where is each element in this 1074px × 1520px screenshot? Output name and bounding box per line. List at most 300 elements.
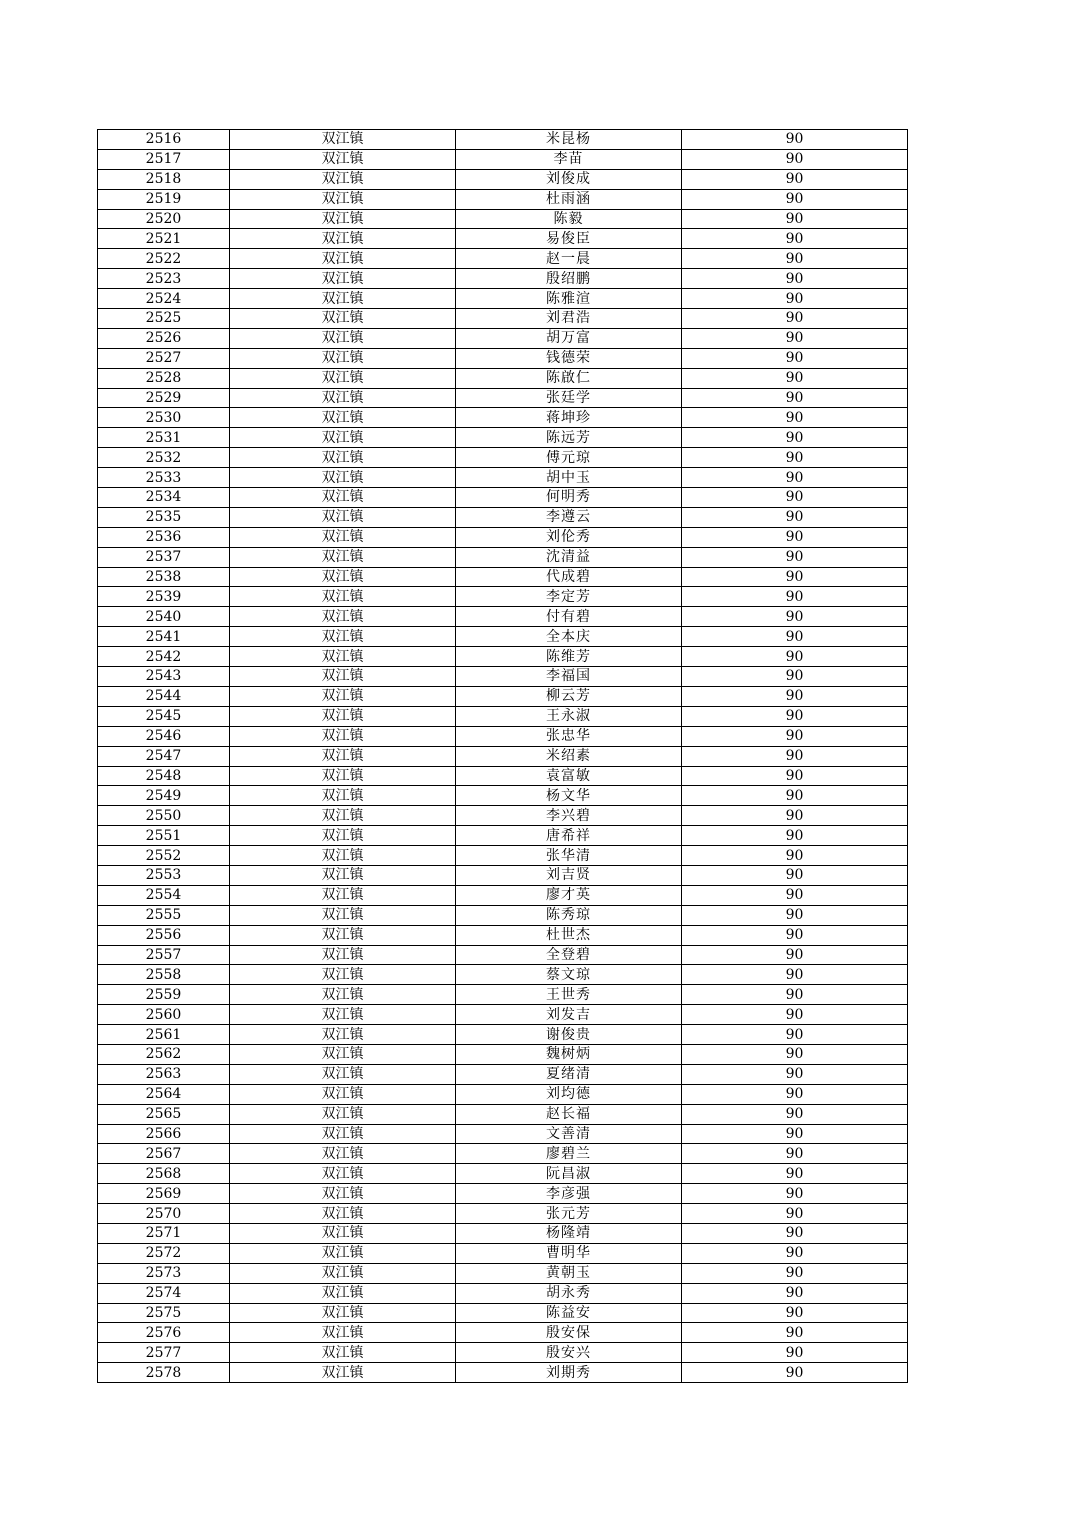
town-cell: 双江镇 (230, 706, 456, 726)
row-number-cell: 2556 (98, 925, 230, 945)
name-cell: 廖碧兰 (456, 1144, 682, 1164)
town-cell: 双江镇 (230, 1044, 456, 1064)
table-row (98, 1044, 908, 1064)
row-number-cell: 2552 (98, 846, 230, 866)
table-row (98, 130, 908, 150)
name-cell: 王永淑 (456, 706, 682, 726)
table-row (98, 945, 908, 965)
score-cell: 90 (682, 945, 908, 965)
name-cell: 殷安保 (456, 1323, 682, 1343)
table-row (98, 647, 908, 667)
name-cell: 刘君浩 (456, 309, 682, 329)
score-cell: 90 (682, 925, 908, 945)
score-cell: 90 (682, 865, 908, 885)
row-number-cell: 2567 (98, 1144, 230, 1164)
score-cell: 90 (682, 229, 908, 249)
town-cell: 双江镇 (230, 686, 456, 706)
town-cell: 双江镇 (230, 1104, 456, 1124)
name-cell: 赵长福 (456, 1104, 682, 1124)
row-number-cell: 2565 (98, 1104, 230, 1124)
table-row (98, 846, 908, 866)
row-number-cell: 2561 (98, 1025, 230, 1045)
score-cell: 90 (682, 567, 908, 587)
town-cell: 双江镇 (230, 985, 456, 1005)
row-number-cell: 2548 (98, 766, 230, 786)
score-cell: 90 (682, 587, 908, 607)
name-cell: 李定芳 (456, 587, 682, 607)
town-cell: 双江镇 (230, 468, 456, 488)
town-cell: 双江镇 (230, 289, 456, 309)
name-cell: 廖才英 (456, 885, 682, 905)
row-number-cell: 2530 (98, 408, 230, 428)
name-cell: 陈秀琼 (456, 905, 682, 925)
town-cell: 双江镇 (230, 667, 456, 687)
name-cell: 李遵云 (456, 507, 682, 527)
town-cell: 双江镇 (230, 507, 456, 527)
row-number-cell: 2542 (98, 647, 230, 667)
town-cell: 双江镇 (230, 905, 456, 925)
row-number-cell: 2523 (98, 269, 230, 289)
score-cell: 90 (682, 806, 908, 826)
row-number-cell: 2555 (98, 905, 230, 925)
table-row (98, 826, 908, 846)
town-cell: 双江镇 (230, 428, 456, 448)
table-row (98, 1223, 908, 1243)
town-cell: 双江镇 (230, 587, 456, 607)
row-number-cell: 2559 (98, 985, 230, 1005)
table-row (98, 448, 908, 468)
score-cell: 90 (682, 905, 908, 925)
score-cell: 90 (682, 1124, 908, 1144)
name-cell: 文善清 (456, 1124, 682, 1144)
score-cell: 90 (682, 846, 908, 866)
town-cell: 双江镇 (230, 885, 456, 905)
row-number-cell: 2524 (98, 289, 230, 309)
row-number-cell: 2564 (98, 1084, 230, 1104)
row-number-cell: 2535 (98, 507, 230, 527)
town-cell: 双江镇 (230, 806, 456, 826)
score-cell: 90 (682, 169, 908, 189)
name-cell: 钱德荣 (456, 348, 682, 368)
table-row (98, 1283, 908, 1303)
town-cell: 双江镇 (230, 1025, 456, 1045)
row-number-cell: 2569 (98, 1184, 230, 1204)
row-number-cell: 2529 (98, 388, 230, 408)
row-number-cell: 2533 (98, 468, 230, 488)
town-cell: 双江镇 (230, 1343, 456, 1363)
town-cell: 双江镇 (230, 130, 456, 150)
name-cell: 胡永秀 (456, 1283, 682, 1303)
score-cell: 90 (682, 1144, 908, 1164)
name-cell: 阮昌淑 (456, 1164, 682, 1184)
roster-table-body (98, 130, 908, 1383)
score-cell: 90 (682, 826, 908, 846)
table-row (98, 1064, 908, 1084)
town-cell: 双江镇 (230, 189, 456, 209)
name-cell: 陈益安 (456, 1303, 682, 1323)
name-cell: 刘俊成 (456, 169, 682, 189)
table-row (98, 905, 908, 925)
name-cell: 米绍素 (456, 746, 682, 766)
table-row (98, 1164, 908, 1184)
town-cell: 双江镇 (230, 647, 456, 667)
name-cell: 刘均德 (456, 1084, 682, 1104)
town-cell: 双江镇 (230, 1124, 456, 1144)
town-cell: 双江镇 (230, 865, 456, 885)
town-cell: 双江镇 (230, 726, 456, 746)
town-cell: 双江镇 (230, 488, 456, 508)
town-cell: 双江镇 (230, 826, 456, 846)
row-number-cell: 2543 (98, 667, 230, 687)
table-row (98, 706, 908, 726)
name-cell: 陈维芳 (456, 647, 682, 667)
name-cell: 刘伦秀 (456, 527, 682, 547)
table-row (98, 189, 908, 209)
row-number-cell: 2526 (98, 328, 230, 348)
row-number-cell: 2517 (98, 149, 230, 169)
name-cell: 胡中玉 (456, 468, 682, 488)
table-row (98, 587, 908, 607)
row-number-cell: 2541 (98, 627, 230, 647)
name-cell: 李兴碧 (456, 806, 682, 826)
row-number-cell: 2531 (98, 428, 230, 448)
score-cell: 90 (682, 1343, 908, 1363)
town-cell: 双江镇 (230, 746, 456, 766)
name-cell: 张元芳 (456, 1204, 682, 1224)
row-number-cell: 2550 (98, 806, 230, 826)
score-cell: 90 (682, 1303, 908, 1323)
town-cell: 双江镇 (230, 1263, 456, 1283)
table-row (98, 1204, 908, 1224)
town-cell: 双江镇 (230, 328, 456, 348)
name-cell: 张廷学 (456, 388, 682, 408)
name-cell: 李福国 (456, 667, 682, 687)
name-cell: 杨隆靖 (456, 1223, 682, 1243)
row-number-cell: 2576 (98, 1323, 230, 1343)
town-cell: 双江镇 (230, 309, 456, 329)
table-row (98, 1124, 908, 1144)
name-cell: 曹明华 (456, 1243, 682, 1263)
table-row (98, 269, 908, 289)
name-cell: 刘吉贤 (456, 865, 682, 885)
table-row (98, 627, 908, 647)
score-cell: 90 (682, 209, 908, 229)
roster-table (97, 129, 908, 1383)
name-cell: 袁富敏 (456, 766, 682, 786)
town-cell: 双江镇 (230, 945, 456, 965)
score-cell: 90 (682, 726, 908, 746)
row-number-cell: 2540 (98, 607, 230, 627)
town-cell: 双江镇 (230, 1204, 456, 1224)
row-number-cell: 2546 (98, 726, 230, 746)
row-number-cell: 2539 (98, 587, 230, 607)
row-number-cell: 2525 (98, 309, 230, 329)
table-row (98, 746, 908, 766)
score-cell: 90 (682, 1204, 908, 1224)
row-number-cell: 2519 (98, 189, 230, 209)
row-number-cell: 2563 (98, 1064, 230, 1084)
score-cell: 90 (682, 189, 908, 209)
table-row (98, 925, 908, 945)
name-cell: 蒋坤珍 (456, 408, 682, 428)
score-cell: 90 (682, 249, 908, 269)
row-number-cell: 2574 (98, 1283, 230, 1303)
table-row (98, 368, 908, 388)
name-cell: 何明秀 (456, 488, 682, 508)
score-cell: 90 (682, 1184, 908, 1204)
table-row (98, 766, 908, 786)
table-row (98, 547, 908, 567)
name-cell: 沈清益 (456, 547, 682, 567)
score-cell: 90 (682, 1005, 908, 1025)
row-number-cell: 2516 (98, 130, 230, 150)
score-cell: 90 (682, 507, 908, 527)
row-number-cell: 2570 (98, 1204, 230, 1224)
town-cell: 双江镇 (230, 368, 456, 388)
name-cell: 陈远芳 (456, 428, 682, 448)
town-cell: 双江镇 (230, 1144, 456, 1164)
town-cell: 双江镇 (230, 1084, 456, 1104)
score-cell: 90 (682, 686, 908, 706)
score-cell: 90 (682, 786, 908, 806)
score-cell: 90 (682, 667, 908, 687)
score-cell: 90 (682, 1064, 908, 1084)
score-cell: 90 (682, 1223, 908, 1243)
town-cell: 双江镇 (230, 925, 456, 945)
name-cell: 殷绍鹏 (456, 269, 682, 289)
town-cell: 双江镇 (230, 209, 456, 229)
row-number-cell: 2518 (98, 169, 230, 189)
name-cell: 赵一晨 (456, 249, 682, 269)
score-cell: 90 (682, 885, 908, 905)
name-cell: 张华清 (456, 846, 682, 866)
score-cell: 90 (682, 547, 908, 567)
town-cell: 双江镇 (230, 527, 456, 547)
score-cell: 90 (682, 368, 908, 388)
name-cell: 杜雨涵 (456, 189, 682, 209)
score-cell: 90 (682, 706, 908, 726)
town-cell: 双江镇 (230, 766, 456, 786)
table-row (98, 229, 908, 249)
name-cell: 胡万富 (456, 328, 682, 348)
row-number-cell: 2554 (98, 885, 230, 905)
name-cell: 蔡文琼 (456, 965, 682, 985)
row-number-cell: 2578 (98, 1363, 230, 1383)
town-cell: 双江镇 (230, 1223, 456, 1243)
table-row (98, 527, 908, 547)
table-row (98, 865, 908, 885)
table-row (98, 209, 908, 229)
table-row (98, 1184, 908, 1204)
table-row (98, 1303, 908, 1323)
row-number-cell: 2547 (98, 746, 230, 766)
town-cell: 双江镇 (230, 1303, 456, 1323)
name-cell: 杜世杰 (456, 925, 682, 945)
name-cell: 全本庆 (456, 627, 682, 647)
town-cell: 双江镇 (230, 1064, 456, 1084)
row-number-cell: 2562 (98, 1044, 230, 1064)
table-row (98, 885, 908, 905)
table-row (98, 289, 908, 309)
score-cell: 90 (682, 1243, 908, 1263)
name-cell: 夏绪清 (456, 1064, 682, 1084)
score-cell: 90 (682, 149, 908, 169)
table-row (98, 408, 908, 428)
table-row (98, 806, 908, 826)
row-number-cell: 2571 (98, 1223, 230, 1243)
score-cell: 90 (682, 130, 908, 150)
town-cell: 双江镇 (230, 627, 456, 647)
row-number-cell: 2549 (98, 786, 230, 806)
row-number-cell: 2545 (98, 706, 230, 726)
name-cell: 傅元琼 (456, 448, 682, 468)
name-cell: 黄朝玉 (456, 1263, 682, 1283)
name-cell: 杨文华 (456, 786, 682, 806)
table-row (98, 786, 908, 806)
table-row (98, 169, 908, 189)
name-cell: 陈啟仁 (456, 368, 682, 388)
score-cell: 90 (682, 766, 908, 786)
score-cell: 90 (682, 1104, 908, 1124)
score-cell: 90 (682, 607, 908, 627)
table-row (98, 667, 908, 687)
row-number-cell: 2520 (98, 209, 230, 229)
row-number-cell: 2557 (98, 945, 230, 965)
name-cell: 李苗 (456, 149, 682, 169)
row-number-cell: 2566 (98, 1124, 230, 1144)
score-cell: 90 (682, 328, 908, 348)
name-cell: 魏树炳 (456, 1044, 682, 1064)
table-row (98, 149, 908, 169)
row-number-cell: 2528 (98, 368, 230, 388)
row-number-cell: 2536 (98, 527, 230, 547)
table-row (98, 348, 908, 368)
row-number-cell: 2534 (98, 488, 230, 508)
town-cell: 双江镇 (230, 1243, 456, 1263)
table-row (98, 1084, 908, 1104)
row-number-cell: 2575 (98, 1303, 230, 1323)
score-cell: 90 (682, 309, 908, 329)
table-row (98, 249, 908, 269)
town-cell: 双江镇 (230, 1283, 456, 1303)
score-cell: 90 (682, 1323, 908, 1343)
score-cell: 90 (682, 1084, 908, 1104)
table-row (98, 468, 908, 488)
table-row (98, 488, 908, 508)
table-row (98, 1144, 908, 1164)
row-number-cell: 2573 (98, 1263, 230, 1283)
row-number-cell: 2522 (98, 249, 230, 269)
row-number-cell: 2553 (98, 865, 230, 885)
town-cell: 双江镇 (230, 1164, 456, 1184)
score-cell: 90 (682, 1283, 908, 1303)
row-number-cell: 2527 (98, 348, 230, 368)
row-number-cell: 2551 (98, 826, 230, 846)
row-number-cell: 2577 (98, 1343, 230, 1363)
name-cell: 刘发吉 (456, 1005, 682, 1025)
town-cell: 双江镇 (230, 965, 456, 985)
name-cell: 李彦强 (456, 1184, 682, 1204)
town-cell: 双江镇 (230, 169, 456, 189)
table-row (98, 726, 908, 746)
town-cell: 双江镇 (230, 269, 456, 289)
town-cell: 双江镇 (230, 846, 456, 866)
row-number-cell: 2537 (98, 547, 230, 567)
name-cell: 谢俊贵 (456, 1025, 682, 1045)
row-number-cell: 2538 (98, 567, 230, 587)
score-cell: 90 (682, 468, 908, 488)
score-cell: 90 (682, 647, 908, 667)
score-cell: 90 (682, 527, 908, 547)
table-row (98, 985, 908, 1005)
name-cell: 刘期秀 (456, 1363, 682, 1383)
score-cell: 90 (682, 428, 908, 448)
town-cell: 双江镇 (230, 408, 456, 428)
name-cell: 柳云芳 (456, 686, 682, 706)
name-cell: 张忠华 (456, 726, 682, 746)
score-cell: 90 (682, 746, 908, 766)
table-row (98, 309, 908, 329)
name-cell: 殷安兴 (456, 1343, 682, 1363)
score-cell: 90 (682, 488, 908, 508)
name-cell: 付有碧 (456, 607, 682, 627)
name-cell: 唐希祥 (456, 826, 682, 846)
table-row (98, 1363, 908, 1383)
name-cell: 米昆杨 (456, 130, 682, 150)
town-cell: 双江镇 (230, 1323, 456, 1343)
table-row (98, 567, 908, 587)
name-cell: 易俊臣 (456, 229, 682, 249)
table-row (98, 965, 908, 985)
town-cell: 双江镇 (230, 1005, 456, 1025)
name-cell: 代成碧 (456, 567, 682, 587)
town-cell: 双江镇 (230, 448, 456, 468)
name-cell: 全登碧 (456, 945, 682, 965)
score-cell: 90 (682, 348, 908, 368)
town-cell: 双江镇 (230, 607, 456, 627)
table-row (98, 1005, 908, 1025)
score-cell: 90 (682, 1263, 908, 1283)
score-cell: 90 (682, 269, 908, 289)
table-row (98, 1243, 908, 1263)
score-cell: 90 (682, 1025, 908, 1045)
table-row (98, 1343, 908, 1363)
town-cell: 双江镇 (230, 1184, 456, 1204)
score-cell: 90 (682, 965, 908, 985)
score-cell: 90 (682, 627, 908, 647)
table-row (98, 607, 908, 627)
name-cell: 王世秀 (456, 985, 682, 1005)
score-cell: 90 (682, 1044, 908, 1064)
score-cell: 90 (682, 1363, 908, 1383)
town-cell: 双江镇 (230, 229, 456, 249)
town-cell: 双江镇 (230, 149, 456, 169)
score-cell: 90 (682, 448, 908, 468)
table-row (98, 388, 908, 408)
town-cell: 双江镇 (230, 348, 456, 368)
score-cell: 90 (682, 388, 908, 408)
row-number-cell: 2560 (98, 1005, 230, 1025)
town-cell: 双江镇 (230, 1363, 456, 1383)
town-cell: 双江镇 (230, 786, 456, 806)
town-cell: 双江镇 (230, 547, 456, 567)
table-row (98, 428, 908, 448)
row-number-cell: 2558 (98, 965, 230, 985)
town-cell: 双江镇 (230, 567, 456, 587)
table-row (98, 328, 908, 348)
row-number-cell: 2521 (98, 229, 230, 249)
name-cell: 陈雅渲 (456, 289, 682, 309)
